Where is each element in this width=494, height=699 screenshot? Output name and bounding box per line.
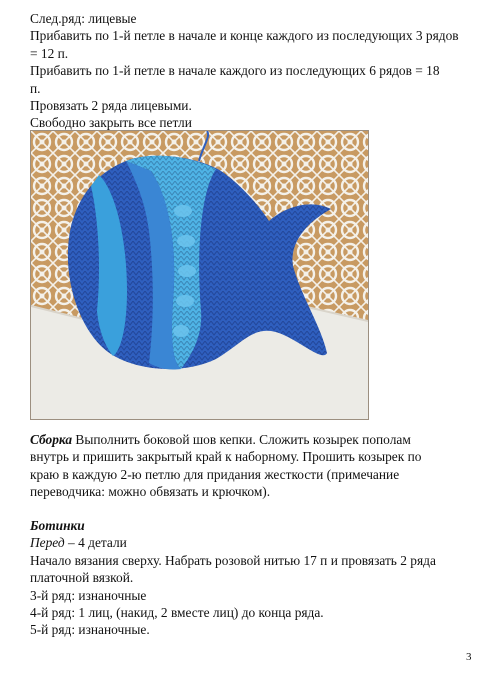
knitted-cap-photo	[30, 130, 369, 420]
assembly-heading: Сборка	[30, 432, 73, 447]
boots-line: 5-й ряд: изнаночные.	[30, 622, 150, 638]
boots-line: 3-й ряд: изнаночные	[30, 587, 147, 603]
assembly-line: переводчика: можно обвязать и крючком).	[30, 484, 271, 500]
instruction-line: Провязать 2 ряда лицевыми.	[30, 98, 192, 114]
instruction-line: Свободно закрыть все петли	[30, 115, 192, 131]
instruction-line: = 12 п.	[30, 45, 69, 61]
instruction-line: След.ряд: лицевые	[30, 11, 137, 26]
assembly-line: внутрь и пришить закрытый край к наборному. Прошить козырек по	[30, 449, 422, 465]
instruction-line: Прибавить по 1-й петле в начале каждого из последующих 6 рядов = 18	[30, 63, 440, 79]
boots-line: Начало вязания сверху. Набрать розовой нитью 17 п и провязать 2 ряда	[30, 552, 436, 568]
assembly-text: Выполнить боковой шов кепки. Сложить козырек пополам	[72, 432, 411, 447]
boots-line: платочной вязкой.	[30, 570, 134, 586]
boots-section	[30, 517, 480, 639]
assembly-instructions	[30, 431, 480, 501]
page-number: 3	[466, 651, 472, 663]
boots-line: 4-й ряд: 1 лиц, (накид, 2 вместе лиц) до конца ряда.	[30, 605, 324, 621]
instruction-line: Прибавить по 1-й петле в начале и конце каждого из последующих 3 рядов	[30, 28, 459, 44]
boots-heading: Ботинки	[30, 518, 85, 533]
knitted-cap-illustration	[31, 131, 368, 419]
boots-part-name: Перед	[30, 535, 65, 551]
intro-instructions	[30, 10, 480, 132]
boots-subheading	[30, 534, 480, 551]
assembly-line: краю в каждую 2-ю петлю для придания жесткости (примечание	[30, 466, 400, 482]
instruction-line: п.	[30, 80, 41, 96]
assembly-line-1	[30, 431, 480, 448]
boots-part-count: – 4 детали	[64, 535, 127, 551]
